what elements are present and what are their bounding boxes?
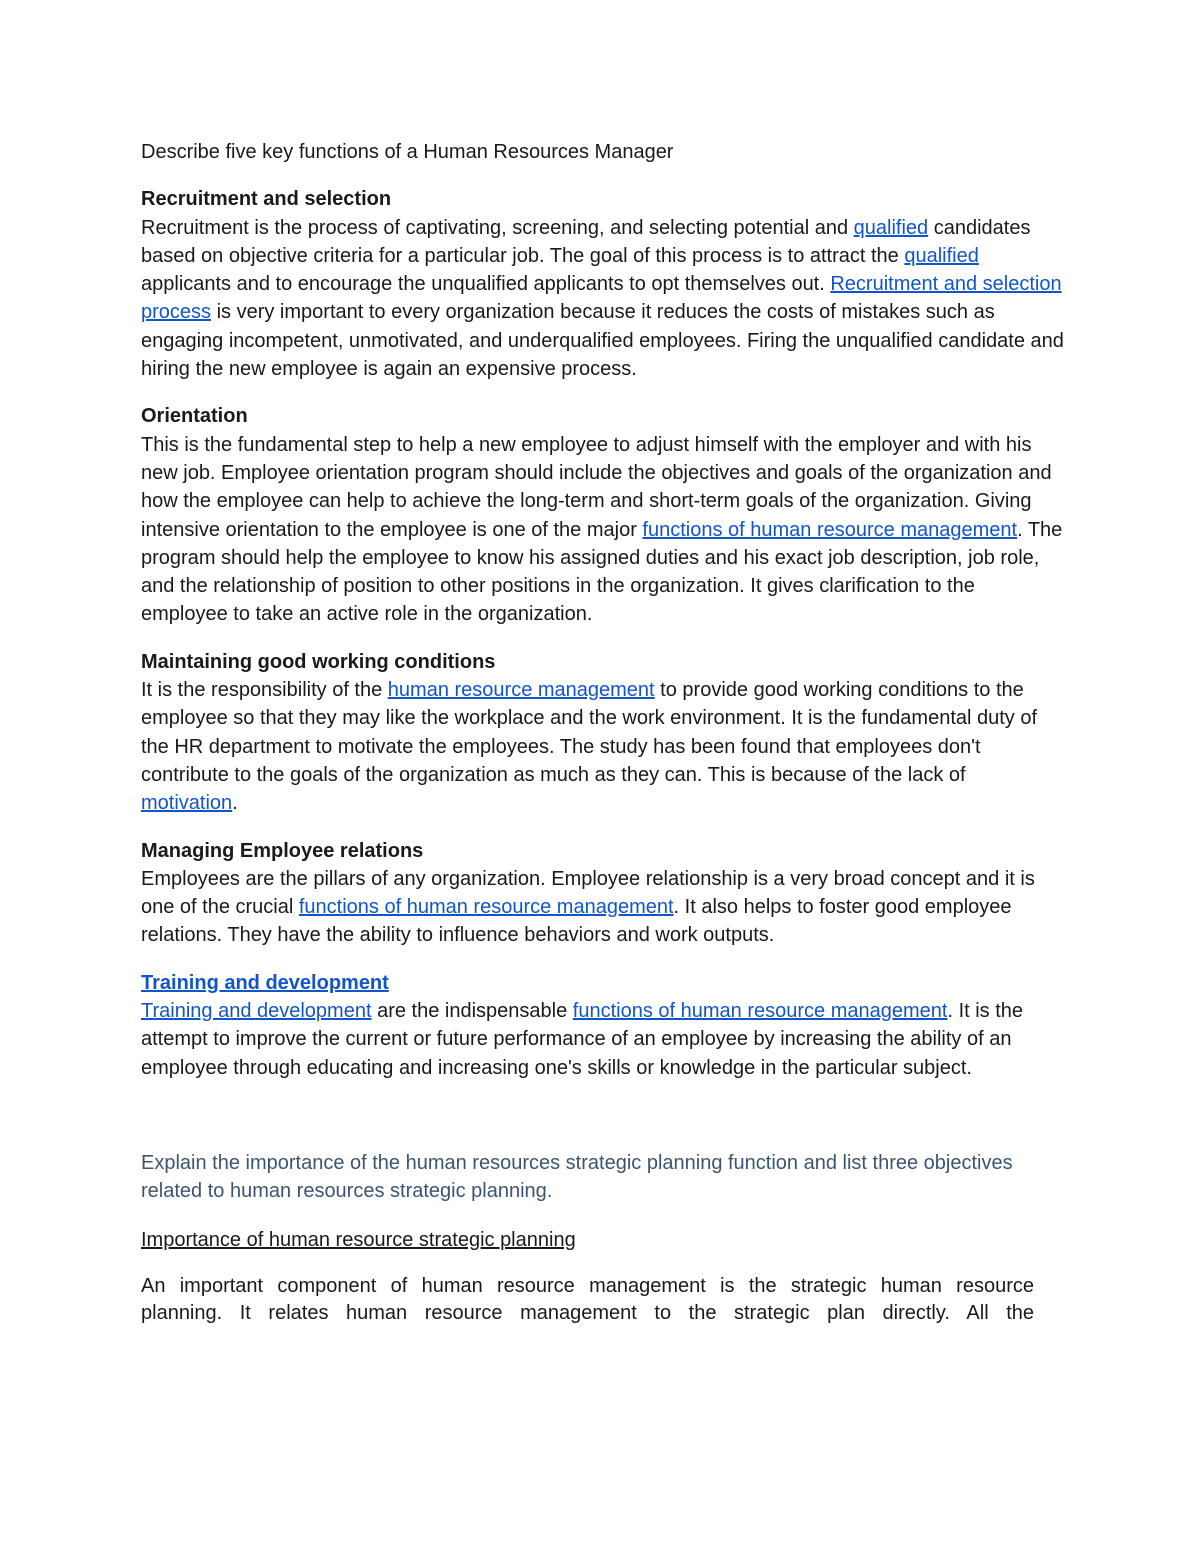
question-1-title: Describe five key functions of a Human Resources Manager <box>141 141 674 163</box>
link-qualified[interactable]: qualified <box>904 244 979 267</box>
body-text: are the indispensable <box>371 1000 573 1023</box>
body-text: . <box>232 792 238 815</box>
section-heading: Recruitment and selection <box>141 188 392 211</box>
section-body <box>141 676 1066 817</box>
document-body <box>141 138 1066 1327</box>
section-body <box>141 997 1066 1082</box>
section-heading <box>141 969 1066 997</box>
section-employee-relations <box>141 837 1066 950</box>
section-working-conditions <box>141 648 1066 818</box>
body-text: . The program should help the employee to know his assigned duties and his exact job description, job role, and the relationship of position to other positions in the organization. It gives clarification to the employee to take an active role in the organization. <box>141 518 1063 626</box>
section-heading: Managing Employee relations <box>141 839 424 862</box>
body-text: candidates based on objective criteria for a particular job. The goal of this process is to attract the <box>141 216 1031 267</box>
section-body <box>141 865 1066 950</box>
link-recruitment-process[interactable]: Recruitment and selection process <box>141 273 1062 324</box>
section-training <box>141 969 1066 1082</box>
body-text: This is the fundamental step to help a new employee to adjust himself with the employer and with his new job. Employee orientation program should include the objectives and goals of the organization and how the employee can help to achieve the long-term and short-term goals of the organization. Giving intensive orientation to the employee is one of the major <box>141 433 1052 541</box>
link-hrm[interactable]: human resource management <box>387 679 655 702</box>
sub-body-line: planning. It relates human resource management to the strategic plan directly. All the <box>141 1301 1034 1324</box>
sub-heading: Importance of human resource strategic planning <box>141 1228 576 1251</box>
link-motivation[interactable]: motivation <box>141 792 233 815</box>
body-text: Employees are the pillars of any organization. Employee relationship is a very broad concept and it is one of the crucial <box>141 867 1035 919</box>
link-hrm-functions[interactable]: functions of human resource management <box>642 518 1018 541</box>
section-heading: Orientation <box>141 405 248 428</box>
link-hrm-functions[interactable]: functions of human resource management <box>298 896 674 919</box>
section-body <box>141 431 1066 629</box>
link-training-heading[interactable]: Training and development <box>141 971 389 994</box>
body-text: It is the responsibility of the <box>141 679 388 702</box>
link-training[interactable]: Training and development <box>141 1000 372 1023</box>
section-orientation <box>141 402 1066 628</box>
question-2-title: Explain the importance of the human resources strategic planning function and list three objectives related to human resources strategic planning. <box>141 1151 1013 1203</box>
link-qualified[interactable]: qualified <box>853 216 929 239</box>
body-text: is very important to every organization because it reduces the costs of mistakes such as engaging incompetent, unmotivated, and underqualified employees. Firing the unqualified candidate and hiring the new employee is again an expensive process. <box>141 301 1064 381</box>
body-text: applicants and to encourage the unqualified applicants to opt themselves out. <box>141 273 831 296</box>
body-text: . It is the attempt to improve the current or future performance of an employee by increasing the ability of an employee through educating and increasing one's skills or knowledge in the particular subject. <box>141 1000 1024 1079</box>
sub-body-line: An important component of human resource management is the strategic human resource <box>141 1274 1034 1297</box>
section-recruitment <box>141 185 1066 383</box>
body-text: . It also helps to foster good employee relations. They have the ability to influence behaviors and work outputs. <box>141 896 1012 947</box>
section-heading: Maintaining good working conditions <box>141 650 496 673</box>
link-hrm-functions[interactable]: functions of human resource management <box>572 1000 948 1023</box>
body-text: to provide good working conditions to the employee so that they may like the workplace and the work environment. It is the fundamental duty of the HR department to motivate the employees. The study has been found that employees don't contribute to the goals of the organization as much as they can. This is because of the lack of <box>141 679 1038 786</box>
section-body <box>141 214 1066 384</box>
body-text: Recruitment is the process of captivating, screening, and selecting potential and <box>141 216 854 239</box>
